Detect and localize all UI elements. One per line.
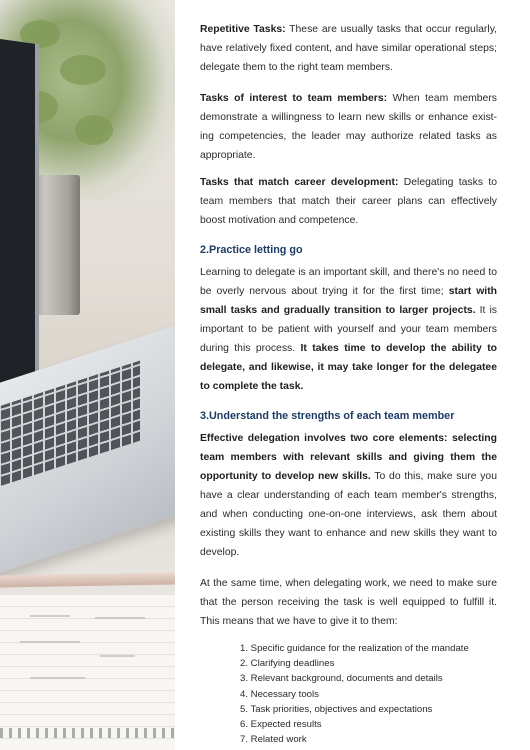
scribble-line	[30, 615, 70, 617]
task-type-interest	[200, 89, 497, 165]
emphasis-text: It takes time to develop the ability to delegate, and likewise, it may take longer for the delegatee to complete the task.	[200, 343, 497, 392]
emphasis-text: start with small tasks and gradually transition to larger projects.	[200, 286, 498, 316]
laptop-plant-photo	[0, 0, 175, 750]
list-item: 4. Necessary tools	[240, 688, 319, 700]
text-run: It is important to be patient with yourself and your team members during this process.	[200, 305, 497, 354]
scribble-line	[20, 641, 80, 643]
list-item: 6. Expected results	[240, 719, 322, 731]
notebook-spiral	[0, 728, 175, 738]
letting-go-paragraph	[200, 263, 497, 396]
list-item: 3. Relevant background, documents and details	[240, 673, 443, 685]
pen	[0, 572, 175, 587]
task-type-repetitive	[200, 20, 497, 77]
strengths-paragraph	[200, 429, 497, 562]
delegation-checklist	[240, 641, 497, 747]
scribble-line	[30, 677, 85, 679]
section-heading-strengths: 3.Understand the strengths of each team member	[200, 410, 455, 422]
section-heading-letting-go: 2.Practice letting go	[200, 244, 303, 256]
leaf-shape	[60, 55, 106, 85]
list-item: 1. Specific guidance for the realization of the mandate	[240, 643, 469, 654]
term-description: These are usually tasks that occur regularly, have relatively fixed content, and have similar operational steps; delegate them to the right team members.	[200, 24, 498, 73]
term-label: Tasks of interest to team members:	[200, 93, 388, 104]
task-type-career	[200, 173, 497, 230]
text-run: Learning to delegate is an important skill, and there's no need to be overly nervous about trying it for the first time;	[200, 267, 497, 297]
list-item: 2. Clarifying deadlines	[240, 658, 335, 670]
scribble-line	[100, 655, 135, 657]
term-label: Repetitive Tasks:	[200, 24, 286, 35]
laptop-screen	[0, 36, 35, 404]
emphasis-text: Effective delegation involves two core elements: selecting team members with relevant skills and giving them the opportunity to develop new skills.	[200, 433, 497, 482]
equip-paragraph: At the same time, when delegating work, we need to make sure that the person receiving the task is well equipped to fulfill it. This means that we have to give it to them:	[200, 578, 497, 627]
leaf-shape	[75, 115, 113, 145]
text-run: To do this, make sure you have a clear understanding of each team member's strengths, and when conducting one-on-one interviews, ask them about existing skills they want to enhance and new skills they want to develop.	[200, 471, 497, 558]
list-item: 7. Related work	[240, 734, 307, 746]
list-item: 5. Task priorities, objectives and expectations	[240, 703, 433, 715]
article-body	[200, 20, 497, 747]
term-description: Delegating tasks to team members that match their career plans can effectively boost motivation and competence.	[200, 177, 498, 226]
notebook	[0, 595, 175, 750]
term-label: Tasks that match career development:	[200, 177, 399, 188]
term-description: When team members demonstrate a willingness to learn new skills or enhance exist-ing competencies, the leader may authorize related tasks as appropriate.	[200, 93, 497, 161]
scribble-line	[95, 617, 145, 619]
